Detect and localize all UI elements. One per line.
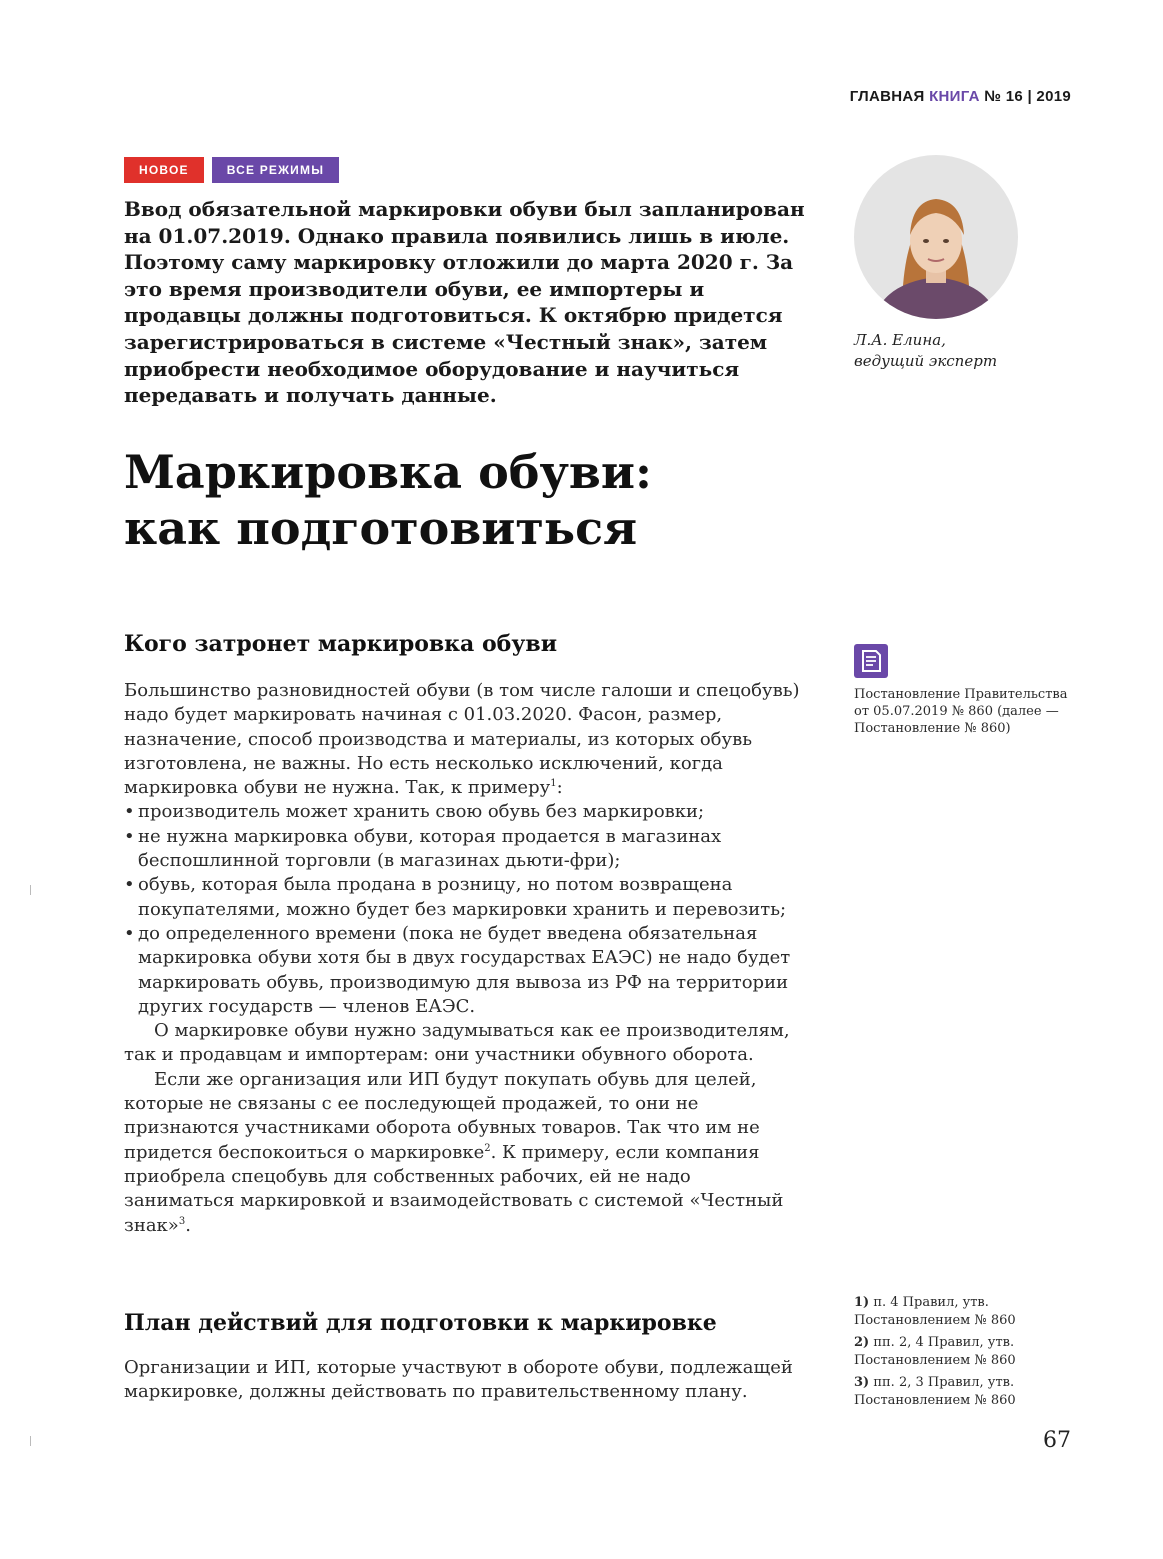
- section-heading-who: Кого затронет маркировка обуви: [124, 631, 558, 657]
- section-body-who: [124, 679, 802, 1238]
- page-number: 67: [1043, 1428, 1071, 1453]
- tag-all-regimes[interactable]: ВСЕ РЕЖИМЫ: [212, 157, 339, 183]
- lead-paragraph: Ввод обязательной маркировки обуви был запланирован на 01.07.2019. Однако правила появились лишь в июле. Поэтому саму маркировку отложили до марта 2020 г. За это время производители обуви, ее импортеры и продавцы должны подготовиться. К октябрю придется зарегистрироваться в системе «Честный знак», затем приобрести необходимое оборудование и научиться передавать и получать данные.: [124, 197, 805, 408]
- section-heading-plan: План действий для подготовки к маркировке: [124, 1310, 717, 1336]
- footnote-number: 2): [854, 1335, 870, 1350]
- category-tags: [124, 157, 339, 183]
- intro-end: :: [556, 777, 563, 799]
- paragraph-participants: О маркировке обуви нужно задумываться как ее производителям, так и продавцам и импортерам: они участники обувного оборота.: [124, 1020, 790, 1066]
- section-body-plan: [124, 1356, 802, 1405]
- list-item: • производитель может хранить свою обувь без маркировки;: [124, 800, 802, 824]
- footnote-ref-1[interactable]: 1: [550, 778, 557, 790]
- footnote-text: пп. 2, 3 Правил, утв. Постановлением № 860: [854, 1375, 1016, 1408]
- tag-new[interactable]: НОВОЕ: [124, 157, 204, 183]
- footnotes: [854, 1294, 1054, 1414]
- paragraph-non-participants: [124, 1068, 802, 1238]
- author-caption: [854, 330, 997, 372]
- article-title-line2: как подготовиться: [124, 501, 638, 555]
- para3-text-a: Если же организация или ИП будут покупать обувь для целей, которые не связаны с ее последующей продажей, то они не признаются участниками оборота обувных товаров. Так что им не придется беспокоиться о маркировке: [124, 1068, 760, 1163]
- author-name: Л.А. Елина,: [854, 331, 946, 349]
- author-photo: [854, 155, 1018, 319]
- footnote-number: 3): [854, 1375, 870, 1390]
- footnote-text: п. 4 Правил, утв. Постановлением № 860: [854, 1295, 1016, 1328]
- author-role: ведущий эксперт: [854, 352, 998, 370]
- footnote-item: [854, 1374, 1054, 1410]
- masthead-brand-main: ГЛАВНАЯ: [849, 88, 925, 105]
- list-item: • не нужна маркировка обуви, которая продается в магазинах беспошлинной торговли (в магазинах дьюти-фри);: [124, 825, 802, 874]
- intro-text: Большинство разновидностей обуви (в том числе галоши и спецобувь) надо будет маркировать начиная с 01.03.2020. Фасон, размер, назначение, способ производства и материалы, из которых обувь изготовлена, не важны. Но есть несколько исключений, когда маркировка обуви не нужна. Так, к примеру: [124, 680, 800, 799]
- article-title: [124, 444, 824, 556]
- crop-mark: [30, 885, 31, 895]
- footnote-number: 1): [854, 1295, 870, 1310]
- side-note-reference: Постановление Правительства от 05.07.2019 № 860 (далее — Постановление № 860): [854, 687, 1068, 736]
- para3-text-c: .: [185, 1214, 191, 1236]
- footnote-item: [854, 1294, 1054, 1330]
- exceptions-list: [124, 800, 802, 1019]
- masthead: [850, 88, 1071, 105]
- document-icon: [854, 644, 888, 678]
- footnote-ref-3[interactable]: 3: [178, 1215, 186, 1227]
- article-title-line1: Маркировка обуви:: [124, 445, 652, 499]
- masthead-issue: № 16 | 2019: [984, 88, 1071, 105]
- author-portrait-icon: [854, 155, 1018, 319]
- list-item: • до определенного времени (пока не будет введена обязательная маркировка обуви хотя бы в двух государствах ЕАЭС) не надо будет маркировать обувь, производимую для вывоза из РФ на территории других государств — членов ЕАЭС.: [124, 922, 802, 1019]
- masthead-brand-accent: КНИГА: [929, 88, 980, 105]
- plan-paragraph: Организации и ИП, которые участвуют в обороте обуви, подлежащей маркировке, должны действовать по правительственному плану.: [124, 1357, 793, 1403]
- para3-text-b: . К примеру, если компания приобрела спецобувь для собственных рабочих, ей не надо заниматься маркировкой и взаимодействовать с системой «Честный знак»: [124, 1141, 784, 1236]
- document-glyph-icon: [854, 644, 888, 678]
- intro-paragraph: [124, 679, 802, 800]
- list-item: • обувь, которая была продана в розницу, но потом возвращена покупателями, можно будет без маркировки хранить и перевозить;: [124, 873, 802, 922]
- footnote-item: [854, 1334, 1054, 1370]
- footnote-ref-2[interactable]: 2: [484, 1142, 491, 1154]
- crop-mark: [30, 1436, 31, 1446]
- footnote-text: пп. 2, 4 Правил, утв. Постановлением № 860: [854, 1335, 1016, 1368]
